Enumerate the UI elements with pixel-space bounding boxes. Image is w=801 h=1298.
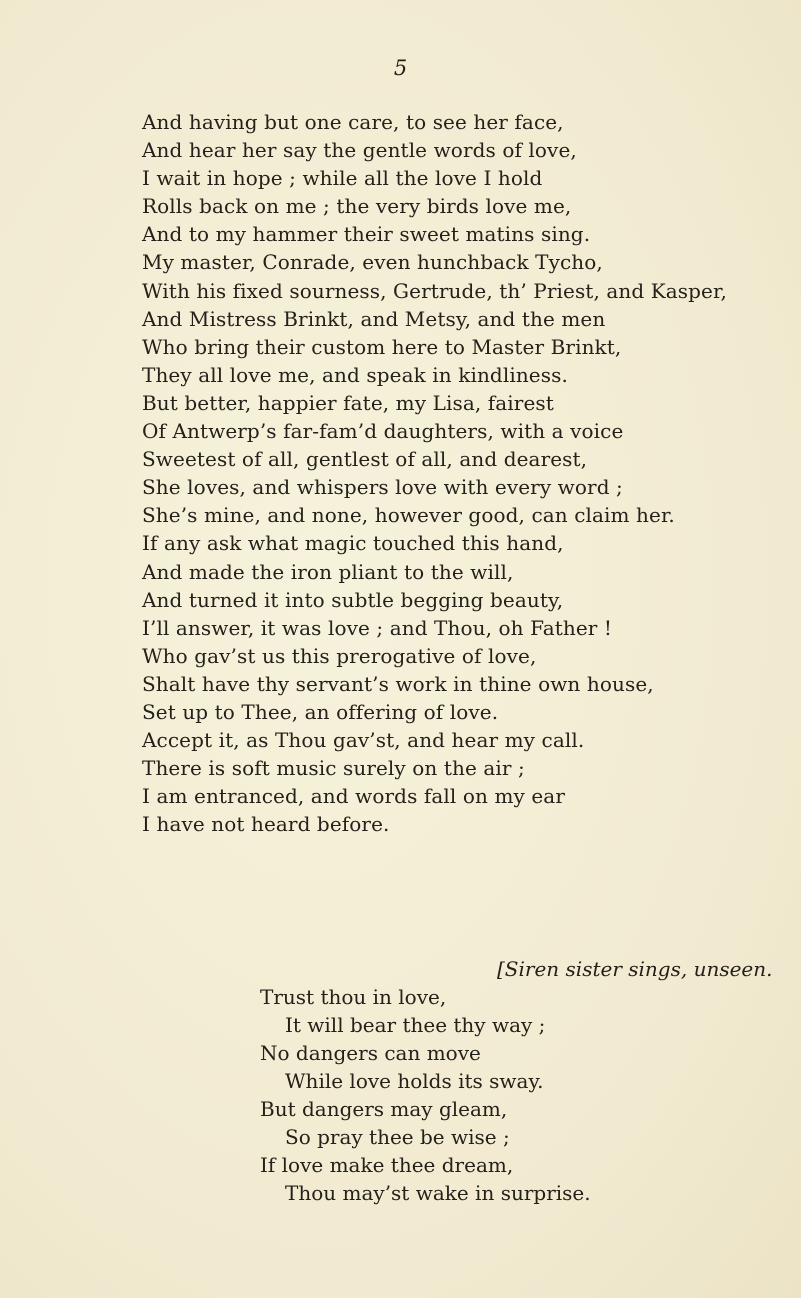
verse-line: I wait in hope ; while all the love I hold [142,166,543,191]
verse-line: But better, happier fate, my Lisa, fairest [142,390,554,415]
song-line: While love holds its sway. [285,1069,544,1093]
verse-passage [142,108,727,838]
verse-line: Of Antwerp’s far-fam’d daughters, with a voice [142,419,624,444]
verse-line: And hear her say the gentle words of love, [142,138,577,163]
verse-line: Set up to Thee, an offering of love. [142,699,499,724]
verse-line: And to my hammer their sweet matins sing. [142,222,591,247]
verse-line: Who gav’st us this prerogative of love, [142,643,537,668]
verse-line: And turned it into subtle begging beauty, [142,587,564,612]
verse-line: Shalt have thy servant’s work in thine own house, [142,671,654,696]
verse-line: Who bring their custom here to Master Brinkt, [142,334,622,359]
page-number: 5 [393,56,408,80]
verse-line: I have not heard before. [142,812,390,837]
song-line: If love make thee dream, [260,1153,514,1177]
verse-line: And having but one care, to see her face, [142,110,564,134]
verse-line: Rolls back on me ; the very birds love me, [142,194,572,219]
verse-line: With his fixed sourness, Gertrude, th’ Priest, and Kasper, [142,278,727,303]
stage-direction: [Siren sister sings, unseen. [497,957,773,981]
verse-line: I am entranced, and words fall on my ear [142,784,565,809]
verse-line: They all love me, and speak in kindliness. [142,362,568,387]
verse-line: I’ll answer, it was love ; and Thou, oh Father ! [142,615,613,640]
verse-line: She loves, and whispers love with every word ; [142,475,623,500]
verse-line: Sweetest of all, gentlest of all, and dearest, [142,447,588,472]
song-line: No dangers can move [260,1041,481,1065]
song-line: It will bear thee thy way ; [285,1013,546,1037]
verse-line: And Mistress Brinkt, and Metsy, and the men [142,306,606,331]
verse-line: If any ask what magic touched this hand, [142,531,564,556]
verse-line: My master, Conrade, even hunchback Tycho, [142,250,603,275]
verse-line: There is soft music surely on the air ; [142,756,525,781]
verse-line: Accept it, as Thou gav’st, and hear my call. [142,728,585,753]
song-line: Trust thou in love, [260,985,447,1009]
verse-line: And made the iron pliant to the will, [142,559,514,584]
song-line: Thou may’st wake in surprise. [285,1181,591,1205]
verse-line: She’s mine, and none, however good, can claim her. [142,503,675,528]
song-line: So pray thee be wise ; [285,1125,510,1149]
song-line: But dangers may gleam, [260,1097,508,1121]
